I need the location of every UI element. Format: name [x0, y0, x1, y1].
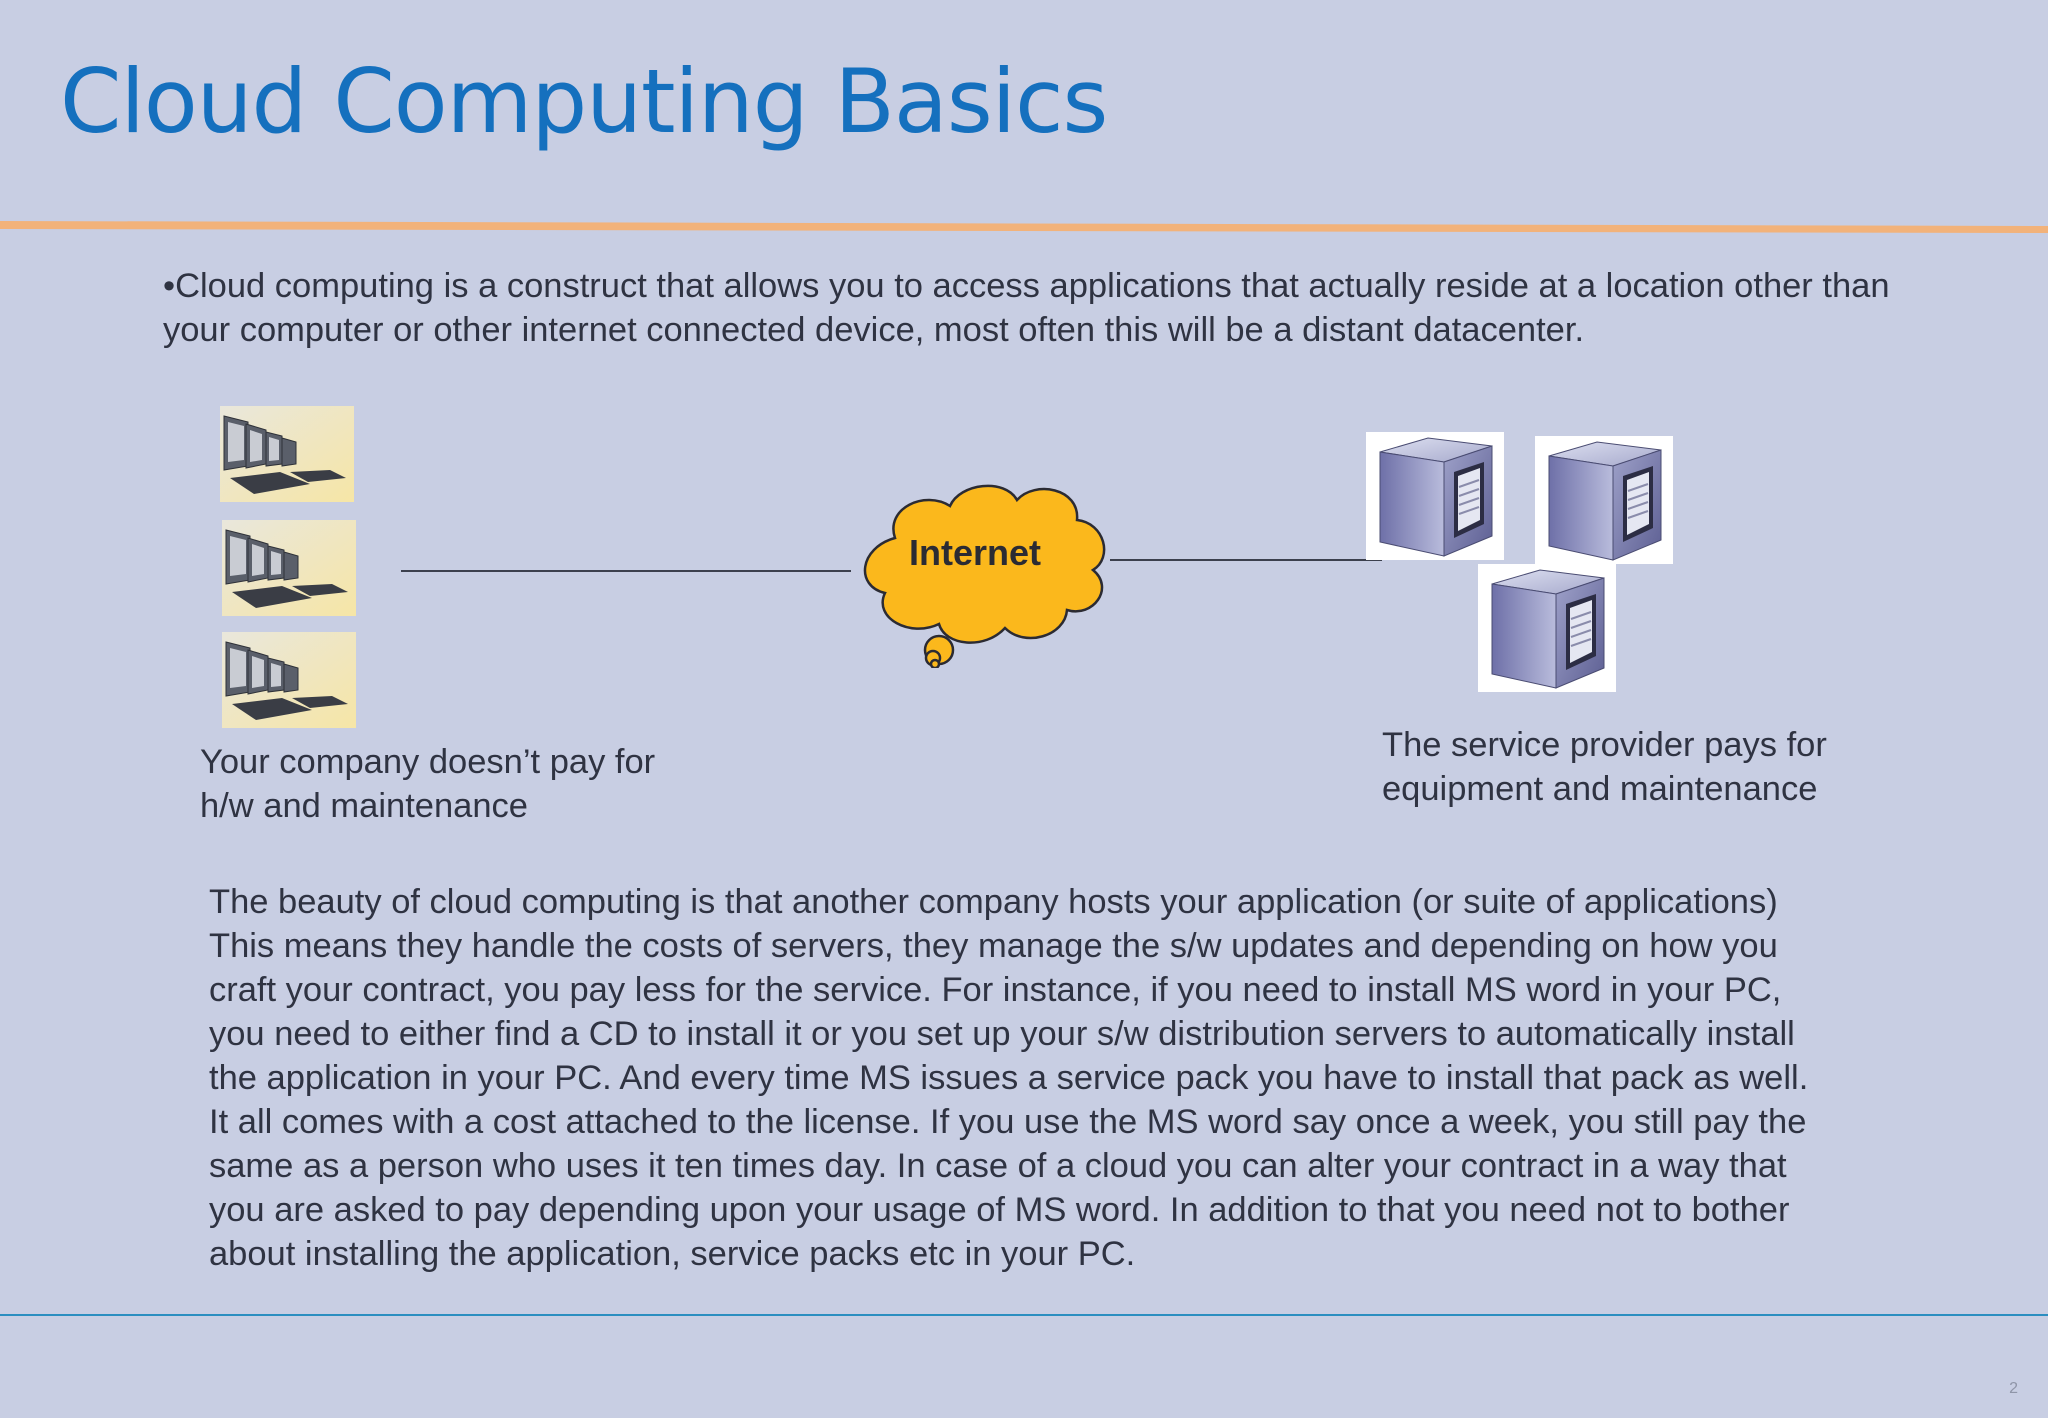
body-line: craft your contract, you pay less for the service. For instance, if you need to install MS word in your PC,	[209, 971, 1782, 1009]
server-connection-line	[1110, 559, 1382, 561]
body-line: This means they handle the costs of servers, they manage the s/w updates and depending on how you	[209, 927, 1778, 965]
provider-caption: The service provider pays for equipment and maintenance	[1382, 726, 1827, 808]
body-line: about installing the application, service packs etc in your PC.	[209, 1235, 1136, 1273]
body-line: you are asked to pay depending upon your usage of MS word. In addition to that you need not to bother	[209, 1191, 1790, 1229]
workstations-image	[222, 632, 356, 728]
server-icon	[1366, 432, 1504, 560]
footer-divider	[0, 1314, 2048, 1316]
client-connection-line	[401, 570, 851, 572]
body-line: The beauty of cloud computing is that another company hosts your application (or suite of applications)	[209, 883, 1778, 921]
body-line: you need to either find a CD to install it or you set up your s/w distribution servers to automatically install	[209, 1015, 1795, 1053]
internet-label: Internet	[908, 532, 1041, 573]
workstations-image	[220, 406, 354, 502]
body-line: the application in your PC. And every time MS issues a service pack you have to install that pack as well.	[209, 1059, 1809, 1097]
server-icon	[1478, 564, 1616, 692]
title-divider	[0, 218, 2048, 234]
page-number: 2	[2009, 1380, 2018, 1397]
slide-title: Cloud Computing Basics	[60, 50, 1108, 153]
body-line: It all comes with a cost attached to the license. If you use the MS word say once a week, you still pay the	[209, 1103, 1807, 1141]
body-line: same as a person who uses it ten times day. In case of a cloud you can alter your contract in a way that	[209, 1147, 1787, 1185]
server-icon	[1535, 436, 1673, 564]
client-caption: Your company doesn’t pay for h/w and maintenance	[200, 743, 656, 825]
workstations-image	[222, 520, 356, 616]
intro-bullet: •Cloud computing is a construct that allows you to access applications that actually reside at a location other than your computer or other internet connected device, most often this will be a distant datacenter.	[163, 267, 1890, 349]
body-paragraph	[209, 880, 1949, 1276]
